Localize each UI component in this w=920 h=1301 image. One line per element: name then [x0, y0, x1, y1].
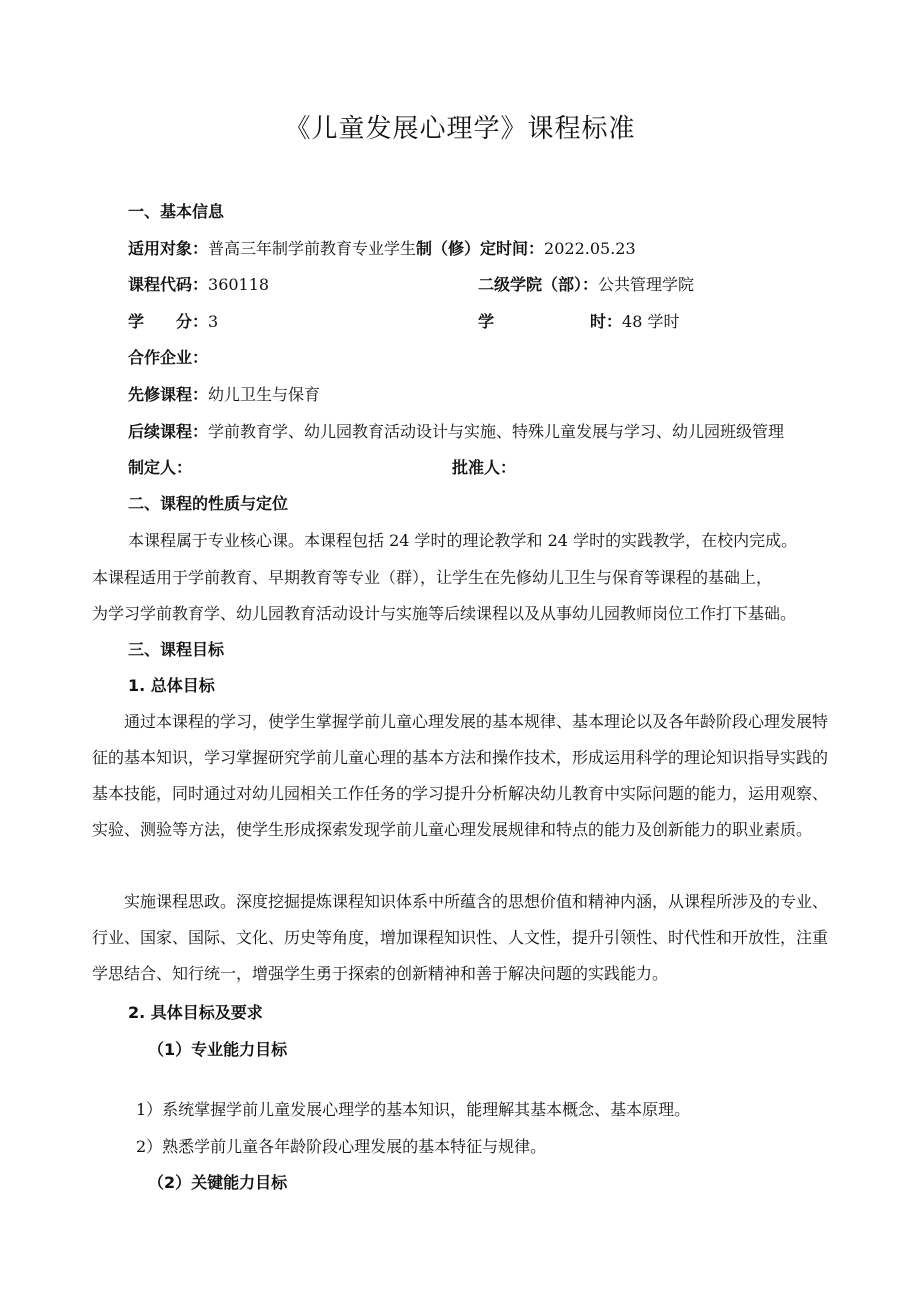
professional-item-1: 1）系统掌握学前儿童发展心理学的基本知识，能理解其基本概念、基本原理。 — [136, 1100, 691, 1119]
credit-label: 学 分： — [128, 312, 209, 331]
ideology-paragraph: 实施课程思政。深度挖掘提炼课程知识体系中所蕴含的思想价值和精神内涵，从课程所涉及的专业、行业、国家、国际、文化、历史等角度，增加课程知识性、人文性，提升引领性、时代性和开放性，注重学思结合、知行统一，增强学生勇于探索的创新精神和善于解决问题的实践能力。 — [92, 892, 829, 983]
nature-para-line-3: 为学习学前教育学、幼儿园教育活动设计与实施等后续课程以及从事幼儿园教师岗位工作打下基础。 — [92, 604, 797, 623]
target-row — [128, 237, 636, 261]
key-ability-heading: （2）关键能力目标 — [148, 1173, 288, 1192]
hours-label-b: 时： — [590, 312, 623, 331]
maker-label: 制定人： — [128, 458, 193, 477]
followup-value: 学前教育学、幼儿园教育活动设计与实施、特殊儿童发展与学习、幼儿园班级管理 — [208, 422, 785, 441]
section-nature-heading: 二、课程的性质与定位 — [128, 494, 289, 513]
followup-label: 后续课程： — [128, 422, 209, 441]
college-value: 公共管理学院 — [598, 275, 695, 294]
approver-label: 批准人： — [452, 458, 517, 477]
nature-para-line-2: 本课程适用于学前教育、早期教育等专业（群），让学生在先修幼儿卫生与保育等课程的基础上， — [92, 568, 773, 587]
prereq-value: 幼儿卫生与保育 — [208, 385, 321, 404]
section-basic-info-heading: 一、基本信息 — [128, 202, 225, 221]
followup-row — [128, 420, 784, 444]
overall-goal-heading: 1. 总体目标 — [128, 676, 215, 695]
hours-value: 48 学时 — [622, 312, 680, 331]
college-label: 二级学院（部）： — [478, 275, 599, 294]
approver-row — [452, 456, 516, 480]
code-value: 360118 — [208, 275, 270, 294]
revise-label: 制（修）定时间： — [416, 239, 545, 258]
target-value: 普高三年制学前教育专业学生 — [208, 239, 417, 258]
code-row — [128, 273, 269, 297]
partner-row — [128, 346, 208, 370]
maker-row — [128, 456, 192, 480]
target-label: 适用对象： — [128, 239, 209, 258]
nature-para-line-1: 本课程属于专业核心课。本课程包括 24 学时的理论教学和 24 学时的实践教学，在校内完成。 — [128, 531, 798, 550]
professional-item-2: 2）熟悉学前儿童各年龄阶段心理发展的基本特征与规律。 — [136, 1137, 547, 1156]
page-title: 《儿童发展心理学》课程标准 — [284, 114, 636, 144]
prereq-row — [128, 383, 320, 407]
college-row — [478, 273, 694, 297]
hours-row — [478, 310, 679, 334]
specific-goals-heading: 2. 具体目标及要求 — [128, 1003, 263, 1022]
hours-label-a: 学 — [478, 312, 495, 331]
overall-goal-paragraph: 通过本课程的学习，使学生掌握学前儿童心理发展的基本规律、基本理论以及各年龄阶段心理发展特征的基本知识，学习掌握研究学前儿童心理的基本方法和操作技术，形成运用科学的理论知识指导实践的基本技能，同时通过对幼儿园相关工作任务的学习提升分析解决幼儿教育中实际问题的能力，运用观察、实验、测验等方法，使学生形成探索发现学前儿童心理发展规律和特点的能力及创新能力的职业素质。 — [92, 712, 829, 839]
prereq-label: 先修课程： — [128, 385, 209, 404]
revise-value: 2022.05.23 — [544, 239, 636, 258]
professional-ability-heading: （1）专业能力目标 — [148, 1040, 288, 1059]
code-label: 课程代码： — [128, 275, 209, 294]
section-goals-heading: 三、课程目标 — [128, 640, 225, 659]
credit-row — [128, 310, 218, 334]
credit-value: 3 — [208, 312, 219, 331]
partner-label: 合作企业： — [128, 348, 209, 367]
